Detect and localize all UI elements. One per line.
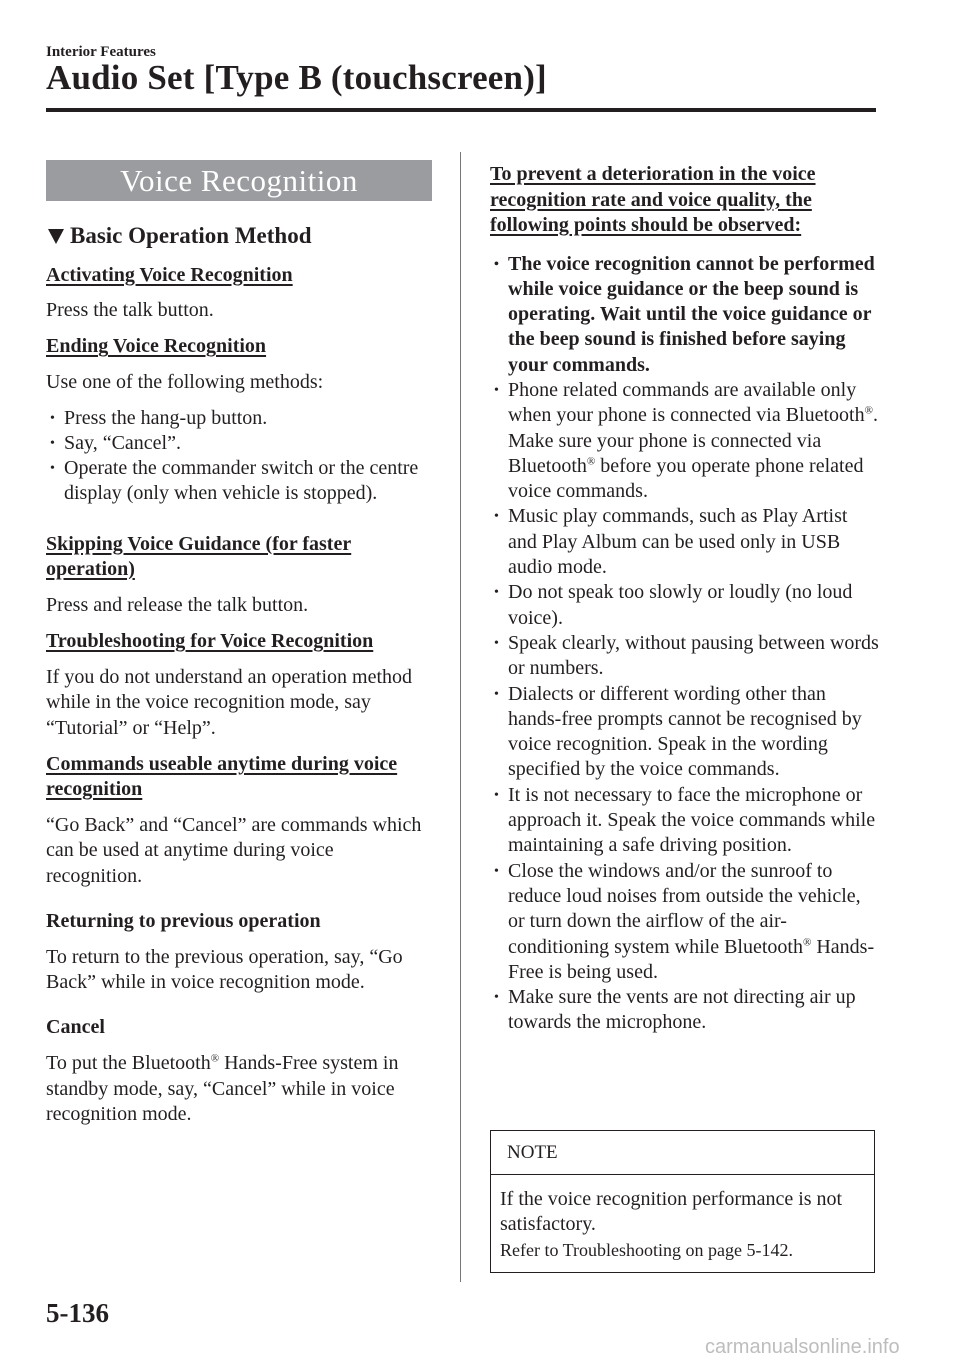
ending-subhead: Ending Voice Recognition <box>46 335 267 358</box>
triangle-down-icon <box>48 229 64 244</box>
page-title: Audio Set [Type B (touchscreen)] <box>46 58 547 97</box>
prevent-points-list <box>490 378 880 1036</box>
ending-text: Use one of the following methods: <box>46 371 324 394</box>
activating-subhead: Activating Voice Recognition <box>46 264 293 286</box>
commands-subhead: Commands useable anytime during voice recognition <box>46 752 398 800</box>
basic-operation-heading <box>46 223 432 249</box>
list-item: • Operate the commander switch or the centre display (only when vehicle is stopped). <box>46 456 432 507</box>
list-item: • It is not necessary to face the microphone or approach it. Speak the voice commands while maintaining a safe driving position. <box>490 783 880 859</box>
list-item: • The voice recognition cannot be performed while voice guidance or the beep sound is operating. Wait until the voice guidance or the beep sound is finished before saying your commands. <box>490 252 880 378</box>
list-item: • Music play commands, such as Play Artist and Play Album can be used only in USB audio mode. <box>490 504 880 580</box>
list-item: • Speak clearly, without pausing between words or numbers. <box>490 631 880 682</box>
list-item: • Say, “Cancel”. <box>46 431 432 456</box>
note-text: If the voice recognition performance is not satisfactory. <box>500 1188 843 1236</box>
list-item: • Dialects or different wording other than hands-free prompts cannot be recognised by voice recognition. Speak in the wording specified by the voice commands. <box>490 682 880 783</box>
troubleshooting-subhead: Troubleshooting for Voice Recognition <box>46 630 374 653</box>
troubleshooting-text: If you do not understand an operation method while in the voice recognition mode, say “Tutorial” or “Help”. <box>46 666 413 739</box>
note-label: NOTE <box>491 1131 874 1175</box>
returning-subhead: Returning to previous operation <box>46 909 321 932</box>
skipping-subhead: Skipping Voice Guidance (for faster operation) <box>46 532 352 580</box>
list-item: • Close the windows and/or the sunroof to reduce loud noises from outside the vehicle, or turn down the airflow of the air-conditioning system while Bluetooth® Hands-Free is being used. <box>490 859 880 985</box>
registered-mark: ® <box>210 1052 220 1065</box>
column-divider <box>460 152 461 1282</box>
list-item: • Make sure the vents are not directing air up towards the microphone. <box>490 985 880 1036</box>
left-column <box>46 160 432 1127</box>
note-box <box>490 1130 875 1273</box>
activating-text: Press the talk button. <box>46 299 214 321</box>
cancel-text: To put the Bluetooth® Hands-Free system in standby mode, say, “Cancel” while in voice recognition mode. <box>46 1052 399 1126</box>
basic-operation-heading-text: Basic Operation Method <box>70 223 312 248</box>
list-item: • Do not speak too slowly or loudly (no loud voice). <box>490 580 880 631</box>
note-reference: Refer to Troubleshooting on page 5-142. <box>500 1239 793 1260</box>
header-rule <box>46 108 876 112</box>
ending-methods-list <box>46 406 432 507</box>
prevent-bold-list <box>490 252 880 378</box>
list-item: • Press the hang-up button. <box>46 406 432 431</box>
returning-text: To return to the previous operation, say, “Go Back” while in voice recognition mode. <box>46 945 403 994</box>
prevent-heading: To prevent a deterioration in the voice recognition rate and voice quality, the following points should be observed: <box>490 163 816 236</box>
right-column <box>490 162 880 1036</box>
watermark: carmanualsonline.info <box>705 1336 900 1358</box>
list-item: • Phone related commands are available only when your phone is connected via Bluetooth®. Make sure your phone is connected via Bluetooth® before you operate phone related voice commands. <box>490 378 880 504</box>
header-section-label: Interior Features <box>46 44 156 60</box>
commands-text: “Go Back” and “Cancel” are commands which can be used at anytime during voice recognition. <box>46 813 422 887</box>
note-body <box>491 1175 874 1262</box>
section-banner: Voice Recognition <box>46 160 432 201</box>
page-number: 5-136 <box>46 1298 109 1328</box>
cancel-subhead: Cancel <box>46 1016 105 1039</box>
skipping-text: Press and release the talk button. <box>46 593 309 616</box>
